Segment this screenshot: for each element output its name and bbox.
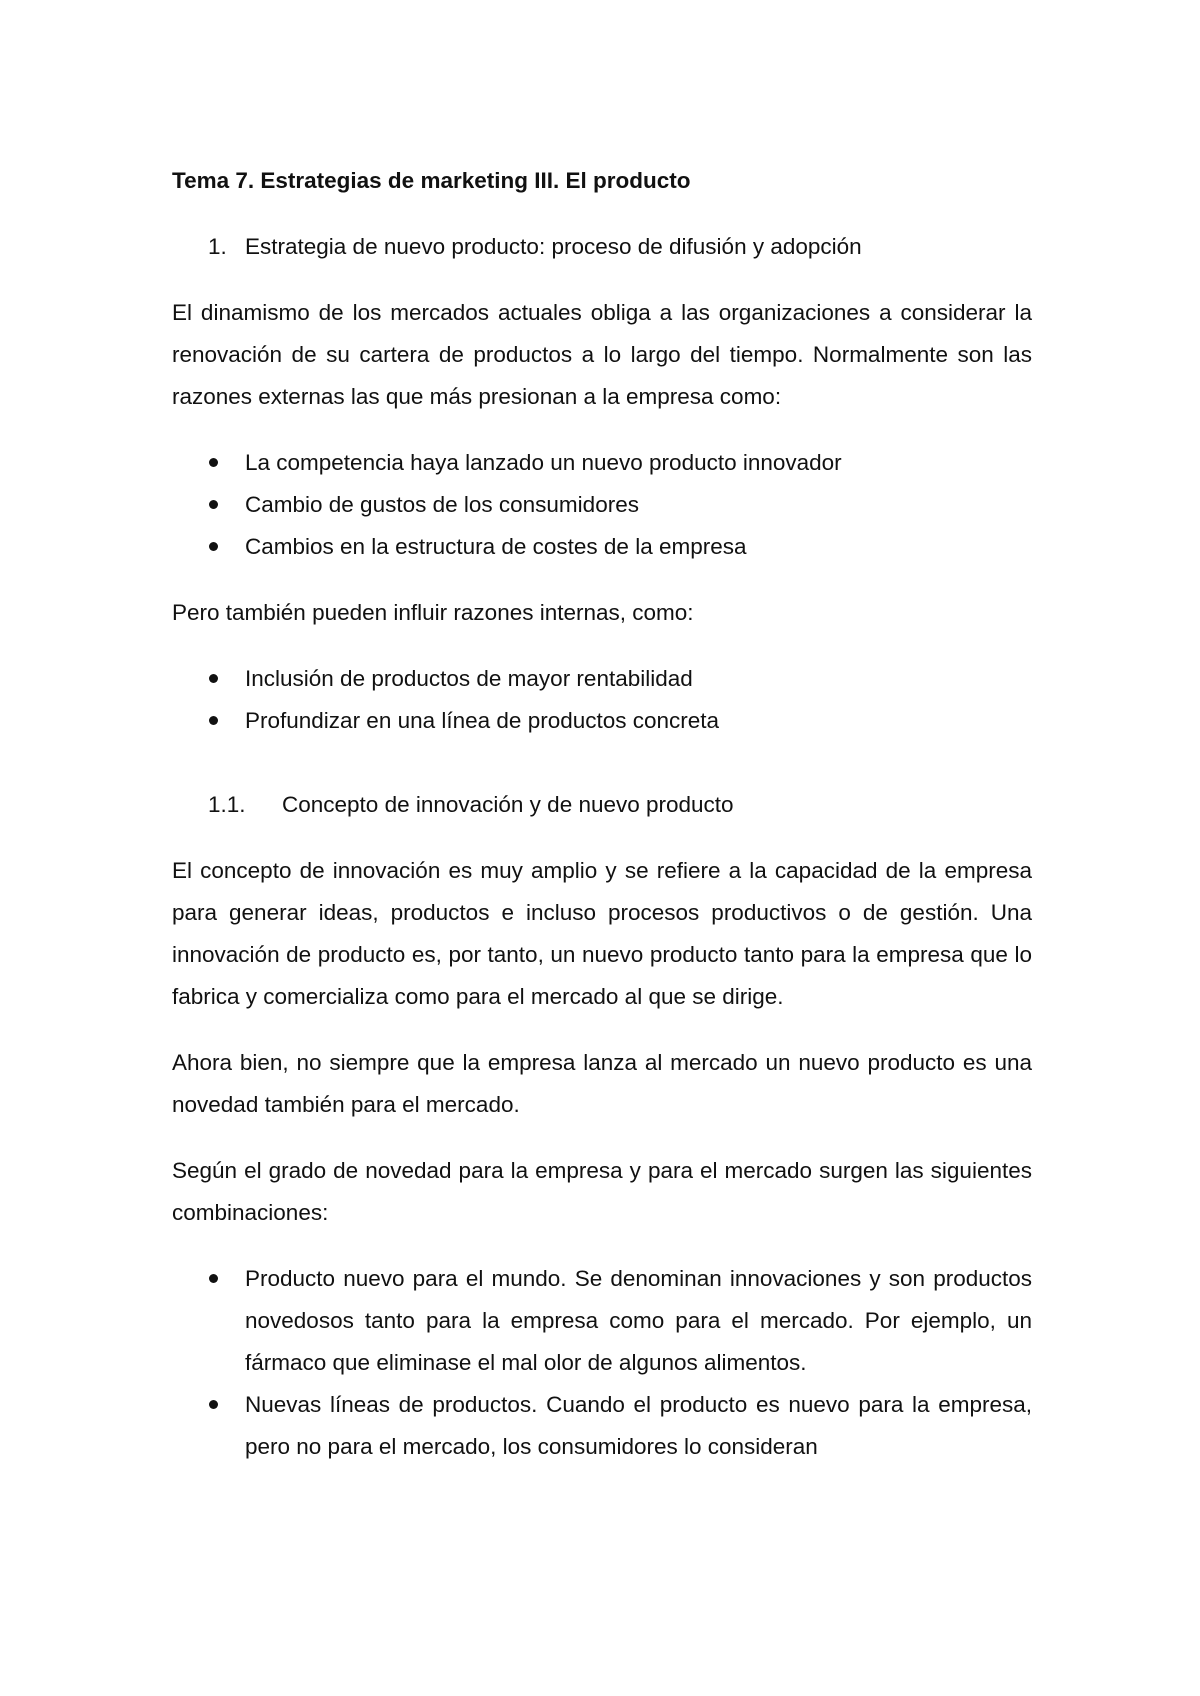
list-item: Cambio de gustos de los consumidores — [172, 484, 1032, 526]
list-item: Nuevas líneas de productos. Cuando el producto es nuevo para la empresa, pero no para el mercado, los consumidores lo consideran — [172, 1384, 1032, 1468]
list-item: Profundizar en una línea de productos concreta — [172, 700, 1032, 742]
document-body — [172, 160, 1032, 1492]
bullet-icon — [209, 500, 218, 509]
paragraph-innovation: El concepto de innovación es muy amplio y se refiere a la capacidad de la empresa para generar ideas, productos e incluso procesos productivos o de gestión. Una innovación de producto es, por tanto, un nuevo producto tanto para la empresa que lo fabrica y comercializa como para el mercado al que se dirige. — [172, 858, 1032, 1009]
bullet-icon — [209, 542, 218, 551]
bullet-icon — [209, 716, 218, 725]
internal-reasons-list — [172, 658, 1032, 742]
paragraph-internal: Pero también pueden influir razones internas, como: — [172, 600, 694, 625]
bullet-icon — [209, 1400, 218, 1409]
section-heading-1 — [172, 226, 1032, 268]
list-item: La competencia haya lanzado un nuevo producto innovador — [172, 442, 1032, 484]
paragraph-combinations: Según el grado de novedad para la empresa y para el mercado surgen las siguientes combinaciones: — [172, 1158, 1032, 1225]
external-reasons-list — [172, 442, 1032, 568]
bullet-icon — [209, 674, 218, 683]
spacer — [172, 766, 1032, 784]
section-number: 1.1. — [208, 792, 246, 817]
bullet-icon — [209, 458, 218, 467]
list-item: Producto nuevo para el mundo. Se denominan innovaciones y son productos novedosos tanto para la empresa como para el mercado. Por ejemplo, un fármaco que eliminase el mal olor de algunos alimentos. — [172, 1258, 1032, 1384]
list-item: Inclusión de productos de mayor rentabilidad — [172, 658, 1032, 700]
bullet-icon — [209, 1274, 218, 1283]
list-item: Cambios en la estructura de costes de la empresa — [172, 526, 1032, 568]
section-number: 1. — [208, 234, 227, 259]
combinations-list — [172, 1258, 1032, 1468]
document-title: Tema 7. Estrategias de marketing III. El producto — [172, 168, 691, 193]
paragraph-novelty: Ahora bien, no siempre que la empresa lanza al mercado un nuevo producto es una novedad también para el mercado. — [172, 1050, 1032, 1117]
section-heading-1-1 — [172, 784, 1032, 826]
paragraph-intro: El dinamismo de los mercados actuales obliga a las organizaciones a considerar la renovación de su cartera de productos a lo largo del tiempo. Normalmente son las razones externas las que más presionan a la empresa como: — [172, 300, 1032, 409]
section-heading-text: Estrategia de nuevo producto: proceso de difusión y adopción — [245, 234, 862, 259]
section-heading-text: Concepto de innovación y de nuevo producto — [282, 792, 734, 817]
